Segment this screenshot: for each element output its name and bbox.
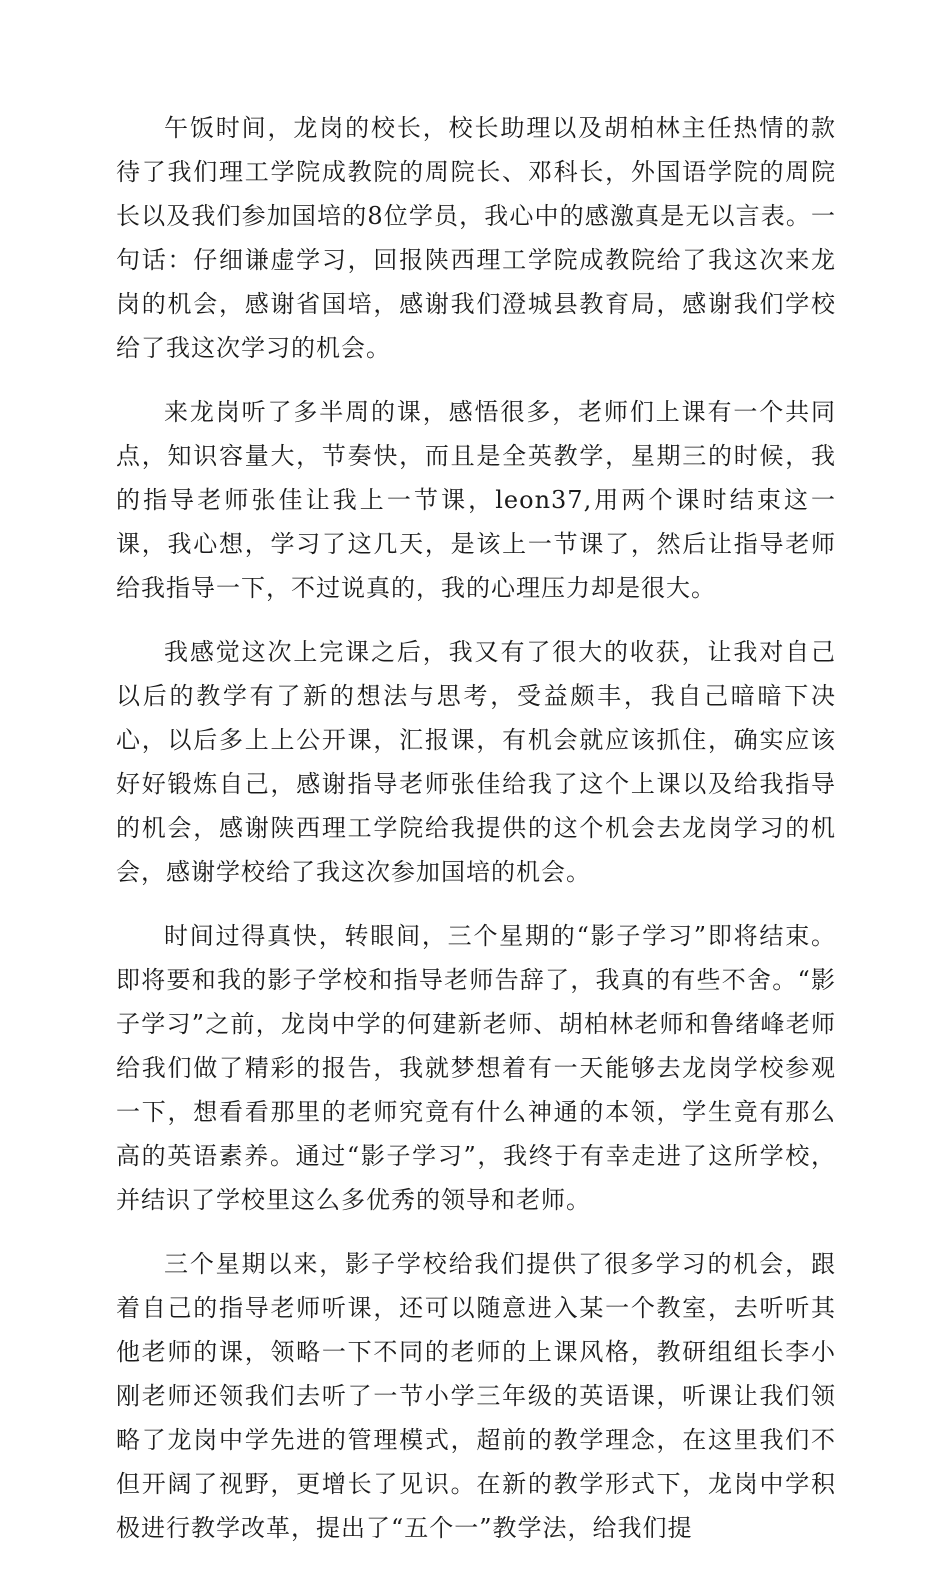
paragraph-reflection: 我感觉这次上完课之后，我又有了很大的收获，让我对自己以后的教学有了新的想法与思考，受益颇丰，我自己暗暗下决心，以后多上上公开课，汇报课，有机会就应该抓住，确实应该好好锻炼自己，感谢指导老师张佳给我了这个上课以及给我指导的机会，感谢陕西理工学院给我提供的这个机会去龙岗学习的机会，感谢学校给了我这次参加国培的机会。 — [116, 638, 836, 886]
paragraph-three-weeks: 三个星期以来，影子学校给我们提供了很多学习的机会，跟着自己的指导老师听课，还可以随意进入某一个教室，去听听其他老师的课，领略一下不同的老师的上课风格，教研组组长李小刚老师还领我们去听了一节小学三年级的英语课，听课让我们领略了龙岗中学先进的管理模式，超前的教学理念，在这里我们不但开阔了视野，更增长了见识。在新的教学形式下，龙岗中学积极进行教学改革，提出了“五个一”教学法，给我们提 — [116, 1250, 836, 1542]
paragraph-lesson: 来龙岗听了多半周的课，感悟很多，老师们上课有一个共同点，知识容量大，节奏快，而且是全英教学，星期三的时候，我的指导老师张佳让我上一节课，leon37,用两个课时结束这一课，我心想，学习了这几天，是该上一节课了，然后让指导老师给我指导一下，不过说真的，我的心理压力却是很大。 — [116, 398, 836, 602]
document-page — [116, 106, 836, 1570]
paragraph-shadow-learning: 时间过得真快，转眼间，三个星期的“影子学习”即将结束。即将要和我的影子学校和指导老师告辞了，我真的有些不舍。“影子学习”之前，龙岗中学的何建新老师、胡柏林老师和鲁绪峰老师给我们做了精彩的报告，我就梦想着有一天能够去龙岗学校参观一下，想看看那里的老师究竟有什么神通的本领，学生竟有那么高的英语素养。通过“影子学习”，我终于有幸走进了这所学校，并结识了学校里这么多优秀的领导和老师。 — [116, 922, 836, 1214]
paragraph-lunch: 午饭时间，龙岗的校长，校长助理以及胡柏林主任热情的款待了我们理工学院成教院的周院长、邓科长，外国语学院的周院长以及我们参加国培的8位学员，我心中的感激真是无以言表。一句话：仔细谦虚学习，回报陕西理工学院成教院给了我这次来龙岗的机会，感谢省国培，感谢我们澄城县教育局，感谢我们学校给了我这次学习的机会。 — [116, 114, 836, 362]
